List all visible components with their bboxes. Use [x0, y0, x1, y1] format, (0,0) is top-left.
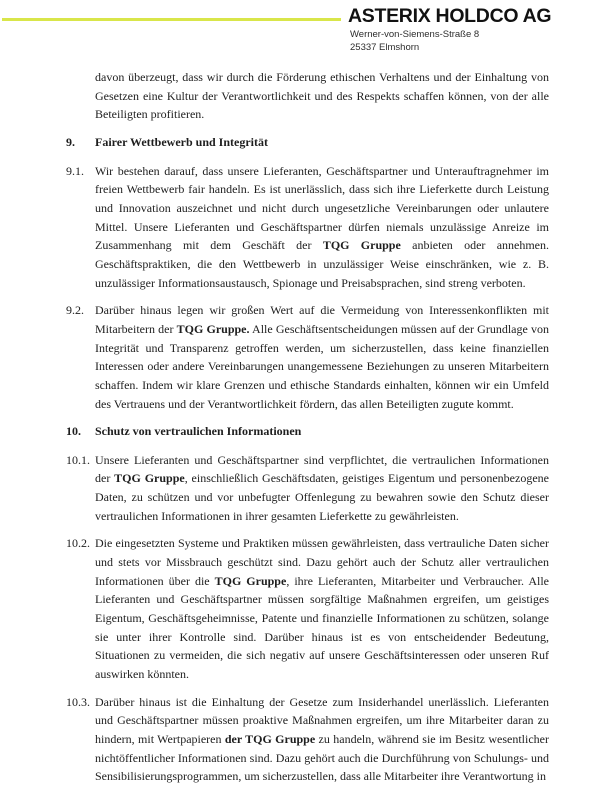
clause-10-3-row	[66, 693, 549, 786]
intro-paragraph: davon überzeugt, dass wir durch die Förderung ethischen Verhaltens und der Einhaltung von Gesetzen eine Kultur der Verantwortlichkeit und des Respekts schaffen können, von der alle Beteiligten profitieren.	[95, 70, 549, 122]
company-address-line-1: Werner-von-Siemens-Straße 8	[350, 29, 480, 40]
clause-10-3-number: 10.3.	[66, 694, 90, 709]
clause-10-3-text: Darüber hinaus ist die Einhaltung der Gesetze zum Insiderhandel unerlässlich. Lieferanten und Geschäftspartner müssen proaktive Maßnahmen ergreifen, um ihre Mitarbeiter daran zu hindern, mit Wertpapieren der TQG Gruppe zu handeln, während sie im Besitz wesentlicher nichtöffentlicher Informationen sind. Dazu gehört auch die Durchführung von Schulungs- und Sensibilisierungsprogrammen, um sicherzustellen, dass alle Mitarbeiter ihre Verantwortung in	[95, 694, 549, 784]
section-9-heading-row	[66, 133, 549, 152]
clause-10-2-row	[66, 534, 549, 683]
clause-9-1-row	[66, 162, 549, 293]
section-10-number: 10.	[66, 424, 81, 439]
section-9-number: 9.	[66, 134, 75, 149]
clause-10-1-number: 10.1.	[66, 452, 90, 467]
clause-9-2-number: 9.2.	[66, 303, 84, 318]
clause-10-2-text: Die eingesetzten Systeme und Praktiken müssen gewährleisten, dass vertrauliche Daten sicher und stets vor Missbrauch geschützt sind. Dazu gehört auch der Schutz aller vertraulichen Informationen über die TQG Gruppe, ihre Lieferanten, Mitarbeiter und Verbraucher. Alle Lieferanten und Geschäftspartner müssen sorgfältige Maßnahmen ergreifen, um geistiges Eigentum, Geschäftsgeheimnisse, Patente und finanzielle Informationen zu schützen, solange sie unter ihrer Kontrolle sind. Darüber hinaus ist es von entscheidender Bedeutung, Situationen zu vermeiden, die sich negativ auf unsere Geschäftsinteressen oder unseren Ruf auswirken könnten.	[95, 536, 549, 682]
letterhead	[348, 5, 588, 54]
document-body	[66, 68, 549, 794]
clause-9-1-text: Wir bestehen darauf, dass unsere Lieferanten, Geschäftspartner und Unterauftragnehmer im freien Wettbewerb fair handeln. Es ist unerlässlich, dass sich ihre Lieferkette durch Leistung und Innovation auszeichnet und nicht durch ungesetzliche Vereinbarungen oder unlautere Mittel. Unsere Lieferanten und Geschäftspartner dürfen niemals unzulässige Anreize im Zusammenhang mit dem Geschäft der TQG Gruppe anbieten oder annehmen. Geschäftspraktiken, die den Wettbewerb in unzulässiger Weise einschränken, wie z. B. unzulässiger Informationsaustausch, Spionage und Preisabsprachen, sind streng verboten.	[95, 163, 550, 290]
clause-10-1-text: Unsere Lieferanten und Geschäftspartner sind verpflichtet, die vertraulichen Informationen der TQG Gruppe, einschließlich Geschäftsdaten, geistiges Eigentum und personenbezogene Daten, zu schützen und vor unbefugter Offenlegung zu bewahren sowie den Schutz dieser vertraulichen Informationen in ihrer gesamten Lieferkette zu gewährleisten.	[95, 452, 549, 523]
clause-9-2-text: Darüber hinaus legen wir großen Wert auf die Vermeidung von Interessenkonflikten mit Mitarbeitern der TQG Gruppe. Alle Geschäftsentscheidungen müssen auf der Grundlage von Integrität und Transparenz getroffen werden, um sicherzustellen, dass keine finanziellen Interessen oder andere Vereinbarungen unangemessene Beziehungen zu unseren Mitarbeitern schaffen. Indem wir klare Grenzen und ethische Standards einhalten, können wir ein Umfeld des Vertrauens und der Verantwortlichkeit fördern, das allen Beteiligten zugute kommt.	[95, 303, 549, 411]
company-address-line-2: 25337 Elmshorn	[350, 42, 420, 53]
clause-9-1-number: 9.1.	[66, 163, 84, 178]
company-name: ASTERIX HOLDCO AG	[348, 5, 552, 27]
section-9-title: Fairer Wettbewerb und Integrität	[95, 134, 268, 149]
section-10-title: Schutz von vertraulichen Informationen	[95, 424, 302, 439]
section-10-heading-row	[66, 422, 549, 441]
clause-9-2-row	[66, 301, 549, 413]
clause-10-1-row	[66, 451, 549, 526]
header-accent-line	[2, 18, 341, 21]
clause-10-2-number: 10.2.	[66, 536, 90, 551]
